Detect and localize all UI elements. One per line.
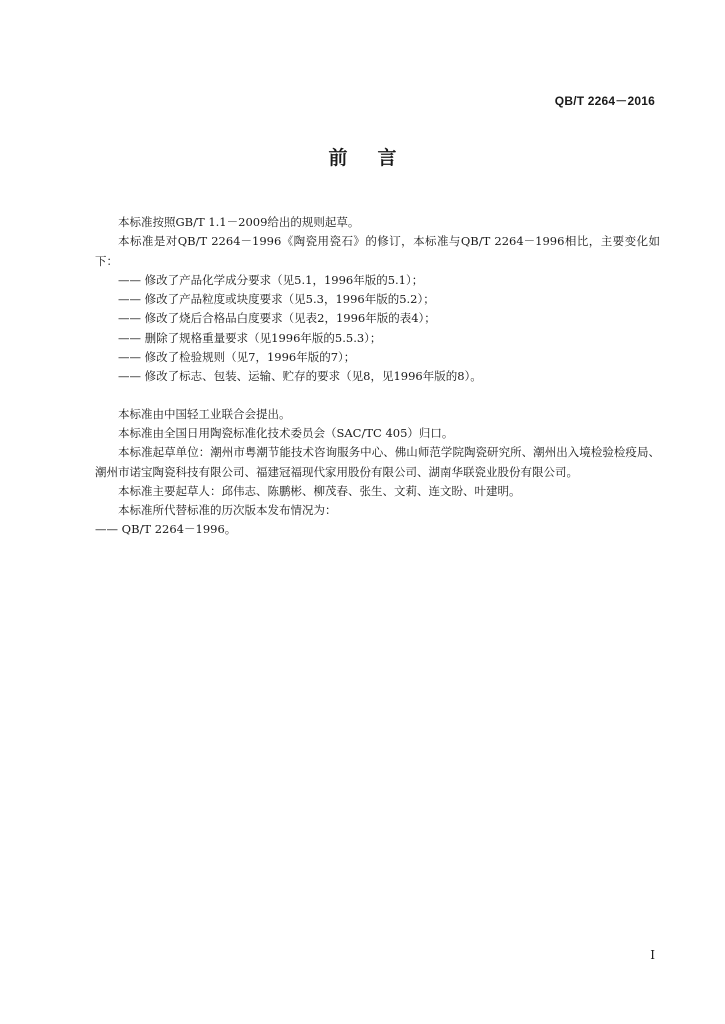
paragraph-drafting-units: 本标准起草单位：潮州市粤潮节能技术咨询服务中心、佛山师范学院陶瓷研究所、潮州出入境检验检疫局、潮州市诺宝陶瓷科技有限公司、福建冠福现代家用股份有限公司、湖南华联瓷业股份有限公司。 <box>95 445 660 479</box>
foreword-body <box>95 213 660 540</box>
list-item: —— 修改了检验规则（见7，1996年版的7）； <box>118 350 356 365</box>
standard-code: QB/T 2264－2016 <box>554 94 655 108</box>
paragraph-gap <box>95 387 660 405</box>
paragraph-replaced-versions: 本标准所代替标准的历次版本发布情况为： <box>118 503 337 518</box>
paragraph-administrator: 本标准由全国日用陶瓷标准化技术委员会（SAC/TC 405）归口。 <box>118 425 454 440</box>
paragraph-revision-summary: 本标准是对QB/T 2264－1996《陶瓷用瓷石》的修订，本标准与QB/T 2264－1996相比，主要变化如下： <box>95 234 660 268</box>
paragraph-proposer: 本标准由中国轻工业联合会提出。 <box>118 406 291 421</box>
list-item: —— 修改了产品粒度或块度要求（见5.3，1996年版的5.2）； <box>118 292 435 307</box>
page-number: I <box>650 948 655 962</box>
paragraph-drafters: 本标准主要起草人：邱伟志、陈鹏彬、柳茂春、张生、文莉、连文盼、叶建明。 <box>118 483 521 498</box>
list-item: —— 修改了烧后合格品白度要求（见表2，1996年版的表4）； <box>118 311 436 326</box>
list-item: —— 删除了规格重量要求（见1996年版的5.5.3）； <box>118 330 382 345</box>
page-title: 前言 <box>328 147 427 169</box>
replaced-version-item: —— QB/T 2264－1996。 <box>95 522 237 537</box>
list-item: —— 修改了标志、包装、运输、贮存的要求（见8，见1996年版的8）。 <box>118 369 482 384</box>
list-item: —— 修改了产品化学成分要求（见5.1，1996年版的5.1）； <box>118 272 424 287</box>
changes-list <box>95 271 660 387</box>
paragraph-drafting-rule: 本标准按照GB/T 1.1－2009给出的规则起草。 <box>118 215 360 229</box>
